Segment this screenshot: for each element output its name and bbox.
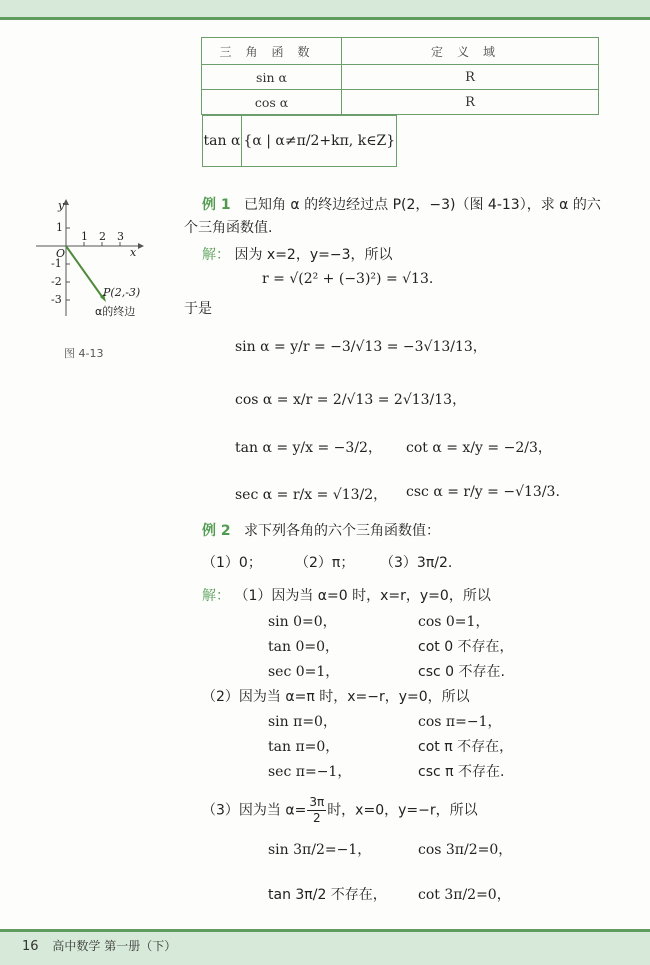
table-cell-domain: R bbox=[342, 90, 599, 115]
part3-intro: （3）因为当 α= $\frac{3\pi}{2}$ 时，x=0，y=−r，所以 bbox=[202, 795, 478, 825]
csc-result: csc α = r/y = −√13/3. bbox=[406, 484, 560, 500]
solution-label: 解： bbox=[202, 588, 230, 604]
footer bbox=[22, 937, 176, 954]
part3-value: sin 3π/2=−1， bbox=[268, 842, 372, 858]
part2-value: cos π=−1， bbox=[418, 714, 502, 730]
part2-value: tan π=0， bbox=[268, 739, 340, 755]
x-tick-2: 2 bbox=[99, 230, 106, 243]
example2-item-2: （2）π； bbox=[295, 555, 355, 571]
cot-result: cot α = x/y = −2/3， bbox=[406, 440, 552, 456]
part3-value: cos 3π/2=0， bbox=[418, 842, 513, 858]
y-tick-1: 1 bbox=[56, 221, 63, 234]
part1-value: cos 0=1， bbox=[418, 614, 490, 630]
part2-value: cot π 不存在， bbox=[418, 739, 514, 755]
tan-result: tan α = y/x = −3/2， bbox=[235, 440, 382, 456]
y-axis-label: y bbox=[58, 199, 65, 212]
part1-value: sin 0=0， bbox=[268, 614, 337, 630]
part1-value: cot 0 不存在， bbox=[418, 639, 514, 655]
part2-value: csc π 不存在. bbox=[418, 764, 505, 780]
table-cell-func: tan α bbox=[202, 116, 242, 167]
example1-label: 例 1 bbox=[202, 197, 231, 213]
page-number: 16 bbox=[22, 939, 39, 954]
example1-statement: 例 1 已知角 α 的终边经过点 P(2，−3)（图 4-13），求 α 的六 bbox=[202, 197, 601, 213]
figure-caption: 图 4-13 bbox=[64, 347, 104, 360]
domain-table bbox=[201, 37, 599, 149]
table-header-domain: 定义域 bbox=[342, 38, 599, 65]
three-pi-over-2: $\frac{3\pi}{2}$ bbox=[309, 795, 325, 825]
cos-result: cos α = x/r = 2/√13 = 2√13/13， bbox=[235, 392, 467, 408]
part1-intro: 解： （1）因为当 α=0 时，x=r，y=0，所以 bbox=[202, 588, 491, 604]
example1-statement-line2: 个三角函数值. bbox=[184, 220, 273, 236]
part2-value: sec π=−1， bbox=[268, 764, 352, 780]
example1-solution-intro: 解： 因为 x=2，y=−3，所以 bbox=[202, 247, 393, 263]
table-row bbox=[202, 115, 398, 167]
sin-result: sin α = y/r = −3/√13 = −3√13/13， bbox=[235, 339, 487, 355]
part2-value: sin π=0， bbox=[268, 714, 337, 730]
part1-value: tan 0=0， bbox=[268, 639, 339, 655]
part2-intro: （2）因为当 α=π 时，x=−r，y=0，所以 bbox=[202, 689, 470, 705]
ray-label: α的终边 bbox=[95, 305, 136, 318]
yushi-text: 于是 bbox=[184, 301, 212, 317]
table-row bbox=[202, 65, 599, 90]
point-label: P(2,-3) bbox=[103, 286, 141, 299]
part1-value: csc 0 不存在. bbox=[418, 664, 505, 680]
book-title: 高中数学 第一册（下） bbox=[52, 939, 177, 953]
r-equation: r = √(2² + (−3)²) = √13. bbox=[262, 271, 434, 287]
table-cell-func: sin α bbox=[202, 65, 342, 90]
x-tick-1: 1 bbox=[81, 230, 88, 243]
table-cell-domain: {α | α≠π/2+kπ, k∈Z} bbox=[242, 116, 397, 167]
table-header-function: 三角函数 bbox=[202, 38, 342, 65]
origin-label: O bbox=[56, 247, 66, 260]
part3-value: tan 3π/2 不存在， bbox=[268, 887, 387, 903]
part3-value: cot 3π/2=0， bbox=[418, 887, 511, 903]
x-axis-label: x bbox=[130, 246, 137, 259]
x-tick-3: 3 bbox=[117, 230, 124, 243]
example2-statement: 例 2 求下列各角的六个三角函数值： bbox=[202, 523, 440, 539]
y-tick-neg3: -3 bbox=[51, 293, 62, 306]
example2-label: 例 2 bbox=[202, 523, 231, 539]
table-cell-func: cos α bbox=[202, 90, 342, 115]
header-band bbox=[0, 0, 650, 20]
y-tick-neg2: -2 bbox=[51, 275, 62, 288]
sec-result: sec α = r/x = √13/2， bbox=[235, 487, 388, 503]
table-cell-domain: R bbox=[342, 65, 599, 90]
table-row bbox=[202, 90, 599, 115]
example2-item-3: （3）3π/2. bbox=[380, 555, 453, 571]
solution-label: 解： bbox=[202, 247, 230, 263]
part1-value: sec 0=1， bbox=[268, 664, 340, 680]
example2-item-1: （1）0； bbox=[202, 555, 262, 571]
y-tick-neg1: -1 bbox=[51, 257, 62, 270]
